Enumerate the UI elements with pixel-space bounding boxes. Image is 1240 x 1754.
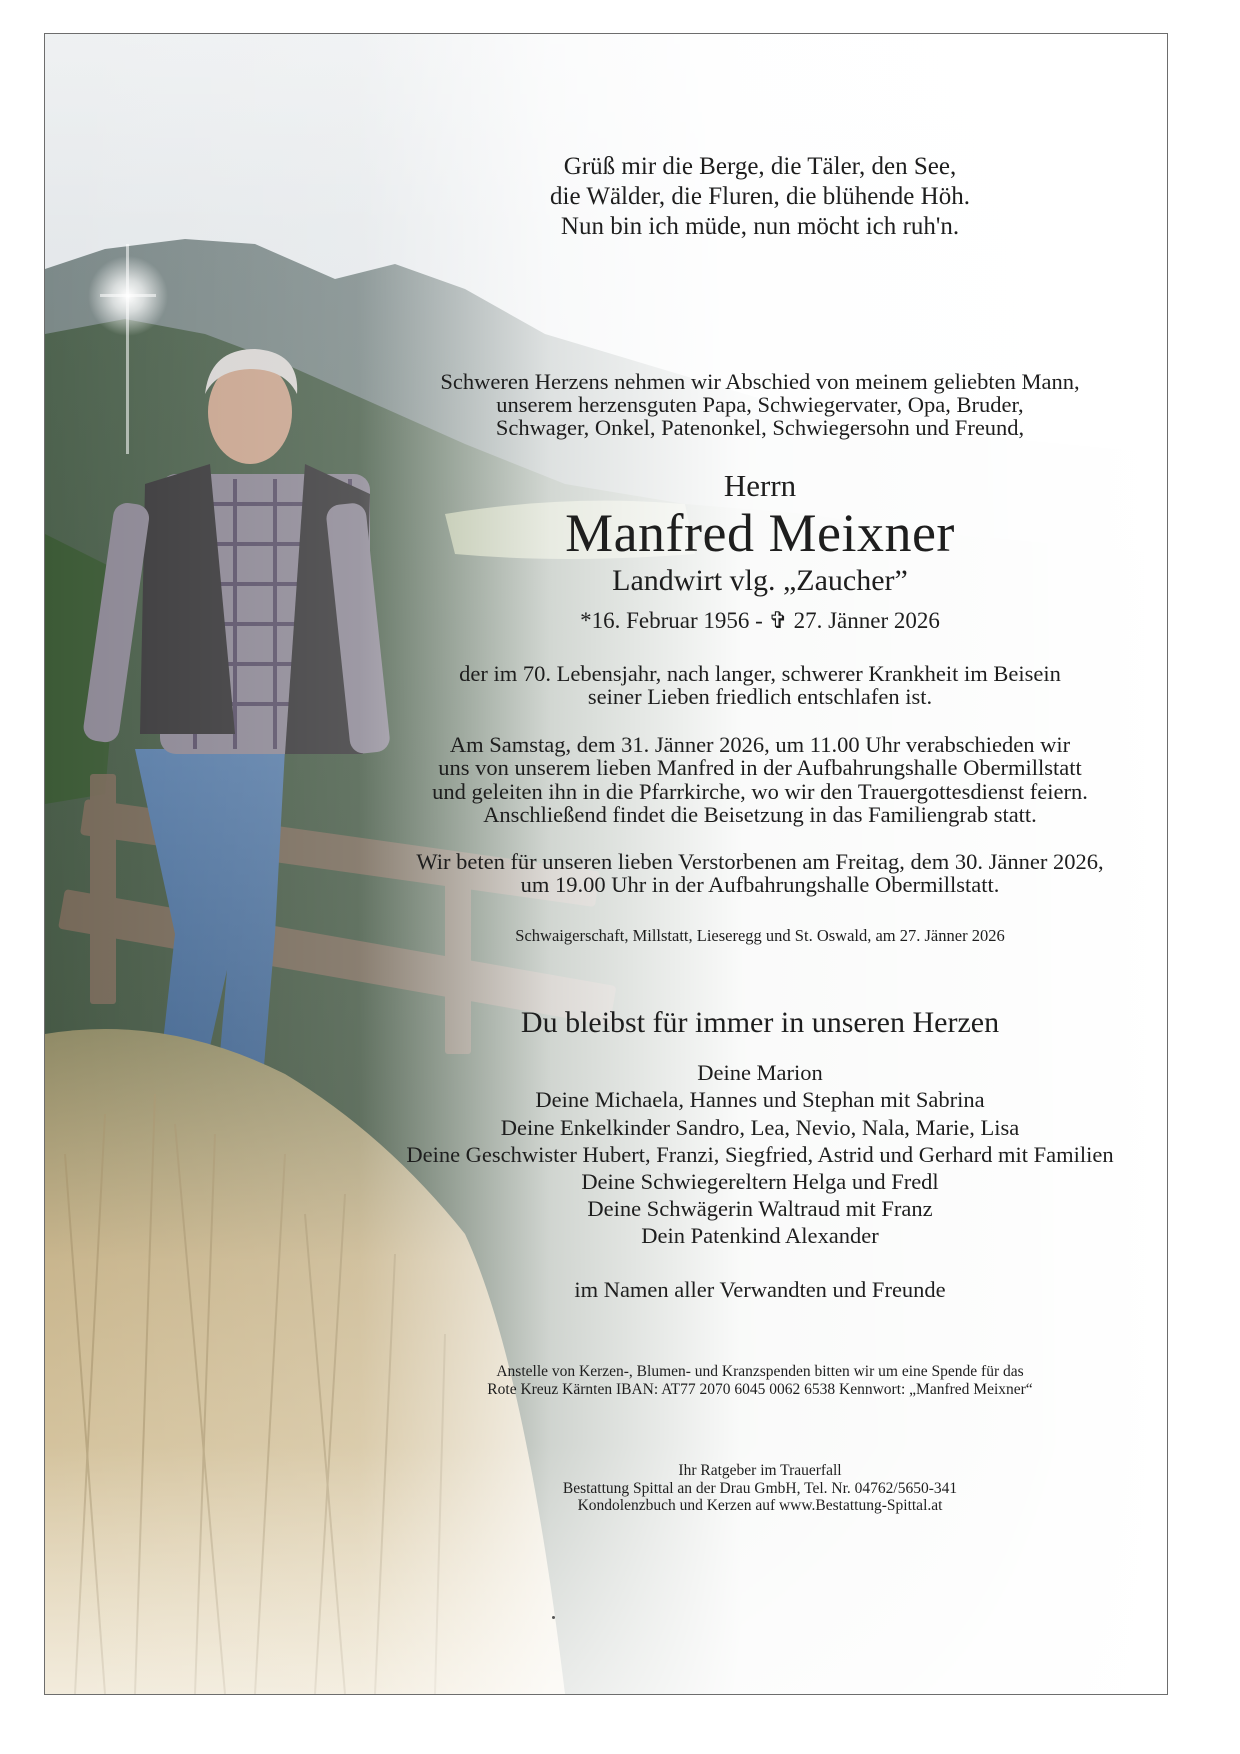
footer-line: Kondolenzbuch und Kerzen auf www.Bestattung-Spittal.at (577, 1497, 943, 1514)
mourner-line: Deine Enkelkinder Sandro, Lea, Nevio, Nala, Marie, Lisa (500, 1115, 1020, 1140)
notice-text (45, 34, 1167, 1694)
life-dates: *16. Februar 1956 - ✞ 27. Jänner 2026 (580, 608, 940, 633)
prayer-line: Wir beten für unseren lieben Verstorbenen am Freitag, dem 30. Jänner 2026, (416, 849, 1104, 874)
mourner-line: Deine Schwiegereltern Helga und Fredl (581, 1169, 939, 1194)
occupation: Landwirt vlg. „Zaucher” (612, 564, 908, 597)
funeral-line: uns von unserem lieben Manfred in der Aufbahrungshalle Obermillstatt (438, 755, 1082, 780)
intro-line: unserem herzensguten Papa, Schwiegervater, Opa, Bruder, (496, 392, 1024, 417)
closing-line: im Namen aller Verwandten und Freunde (574, 1277, 946, 1302)
mourner-line: Deine Marion (697, 1060, 823, 1085)
salutation: Herrn (723, 468, 797, 503)
intro-line: Schwager, Onkel, Patenonkel, Schwiegersohn und Freund, (495, 415, 1025, 440)
passing-line: seiner Lieben friedlich entschlafen ist. (587, 684, 933, 709)
funeral-line: Am Samstag, dem 31. Jänner 2026, um 11.00 Uhr verabschieden wir (449, 732, 1071, 757)
poem-line: Grüß mir die Berge, die Täler, den See, (563, 153, 957, 180)
footer-line: Bestattung Spittal an der Drau GmbH, Tel. Nr. 04762/5650-341 (562, 1480, 958, 1497)
funeral-line: Anschließend findet die Beisetzung in das Familiengrab statt. (483, 802, 1037, 827)
prayer-line: um 19.00 Uhr in der Aufbahrungshalle Obermillstatt. (520, 872, 1000, 897)
poem-line: Nun bin ich müde, nun möcht ich ruh'n. (560, 213, 960, 240)
mourner-line: Dein Patenkind Alexander (641, 1223, 879, 1248)
obituary-notice (44, 33, 1168, 1695)
intro-line: Schweren Herzens nehmen wir Abschied von meinem geliebten Mann, (440, 369, 1080, 394)
donation-line: Anstelle von Kerzen-, Blumen- und Kranzspenden bitten wir um eine Spende für das (496, 1363, 1024, 1380)
place-date: Schwaigerschaft, Millstatt, Lieseregg und St. Oswald, am 27. Jänner 2026 (515, 926, 1005, 945)
poem-line: die Wälder, die Fluren, die blühende Höh. (550, 183, 970, 210)
funeral-line: und geleiten ihn in die Pfarrkirche, wo wir den Trauergottesdienst feiern. (432, 779, 1088, 804)
decorative-dot (552, 1616, 555, 1619)
mourner-line: Deine Michaela, Hannes und Stephan mit Sabrina (535, 1087, 985, 1112)
footer-title: Ihr Ratgeber im Trauerfall (678, 1462, 842, 1479)
mourner-line: Deine Schwägerin Waltraud mit Franz (587, 1196, 933, 1221)
donation-line: Rote Kreuz Kärnten IBAN: AT77 2070 6045 0062 6538 Kennwort: „Manfred Meixner“ (487, 1381, 1033, 1398)
mourner-line: Deine Geschwister Hubert, Franzi, Siegfried, Astrid und Gerhard mit Familien (406, 1142, 1114, 1167)
motto: Du bleibst für immer in unseren Herzen (520, 1006, 1000, 1039)
passing-line: der im 70. Lebensjahr, nach langer, schwerer Krankheit im Beisein (459, 661, 1061, 686)
deceased-name: Manfred Meixner (565, 503, 955, 563)
